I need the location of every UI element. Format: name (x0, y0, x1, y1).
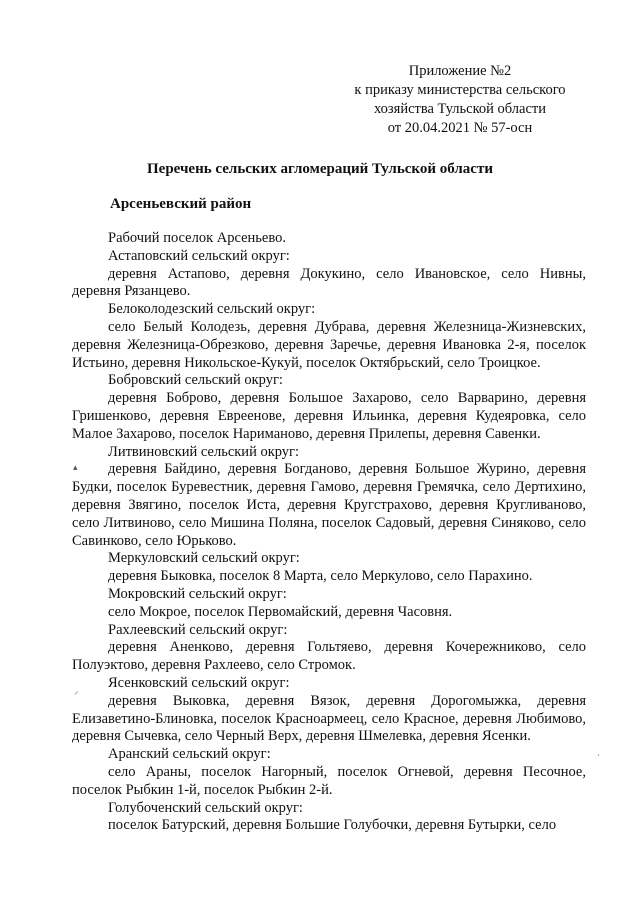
document-body (72, 230, 586, 835)
district-okrug-heading: Ясенковский сельский округ: (108, 674, 290, 691)
scan-speck: ▴ (73, 462, 78, 472)
appendix-header (330, 62, 590, 138)
scan-speck: · (597, 750, 600, 760)
settlement-list: деревня Быковка, поселок 8 Марта, село Меркулово, село Парахино. (108, 568, 533, 585)
district-okrug-heading: Меркуловский сельский округ: (108, 550, 300, 567)
district-okrug-heading: Литвиновский сельский округ: (108, 443, 300, 460)
appendix-line-2: к приказу министерства сельского (354, 82, 566, 98)
scan-speck: ⸝ (74, 686, 79, 696)
document-title: Перечень сельских агломераций Тульской области (147, 161, 493, 177)
district-okrug-heading: Аранский сельский округ: (108, 746, 271, 763)
settlement-list: село Араны, поселок Нагорный, поселок Огневой, деревня Песочное, поселок Рыбкин 1-й, поселок Рыбкин 2-й. (72, 763, 586, 798)
settlement-list: поселок Батурский, деревня Большие Голубочки, деревня Бутырки, село (108, 817, 557, 834)
settlement-list: деревня Аненково, деревня Гольтяево, деревня Кочережниково, село Полуэктово, деревня Рахлеево, село Стромок. (72, 639, 586, 674)
settlement-list: село Белый Колодезь, деревня Дубрава, деревня Железница-Жизневских, деревня Железница-Обрезково, деревня Заречье, деревня Ивановка 2-я, поселок Истьино, деревня Никольское-Кукуй, поселок Октябрьский, село Троицкое. (72, 318, 586, 371)
district-okrug-heading: Рахлеевский сельский округ: (108, 621, 288, 638)
district-okrug-heading: Астаповский сельский округ: (108, 247, 290, 264)
settlement-list: деревня Байдино, деревня Богданово, деревня Большое Журино, деревня Будки, поселок Буревестник, деревня Гамово, деревня Гремячка, село Дертихино, деревня Звягино, поселок Иста, деревня Кругстрахово, деревня Кругливаново, село Литвиново, село Мишина Поляна, поселок Садовый, деревня Синяково, село Савинково, село Юрьково. (72, 461, 586, 549)
district-heading: Арсеньевский район (110, 196, 252, 212)
settlement-list: деревня Выковка, деревня Вязок, деревня Дорогомыжка, деревня Елизаветино-Блиновка, поселок Красноармеец, село Красное, деревня Любимово, деревня Сычевка, село Черный Верх, деревня Шмелевка, деревня Ясенки. (72, 692, 586, 745)
settlement-list: деревня Боброво, деревня Большое Захарово, село Варварино, деревня Гришенково, деревня Евреенове, деревня Ильинка, деревня Кудеяровка, село Малое Захарово, поселок Нариманово, деревня Прилепы, деревня Савенки. (72, 390, 586, 442)
appendix-line-3: хозяйства Тульской области (373, 101, 547, 117)
appendix-line-4: от 20.04.2021 № 57-осн (387, 120, 533, 136)
settlement-list: село Мокрое, поселок Первомайский, деревня Часовня. (108, 603, 453, 620)
settlement-heading: Рабочий поселок Арсеньево. (108, 230, 286, 246)
district-okrug-heading: Голубоченский сельский округ: (108, 799, 303, 816)
district-okrug-heading: Мокровский сельский округ: (108, 585, 287, 602)
district-okrug-heading: Белоколодезский сельский округ: (108, 301, 316, 318)
appendix-line-1: Приложение №2 (408, 63, 512, 79)
district-okrug-heading: Бобровский сельский округ: (108, 372, 283, 389)
settlement-list: деревня Астапово, деревня Докукино, село Ивановское, село Нивны, деревня Рязанцево. (72, 265, 586, 300)
